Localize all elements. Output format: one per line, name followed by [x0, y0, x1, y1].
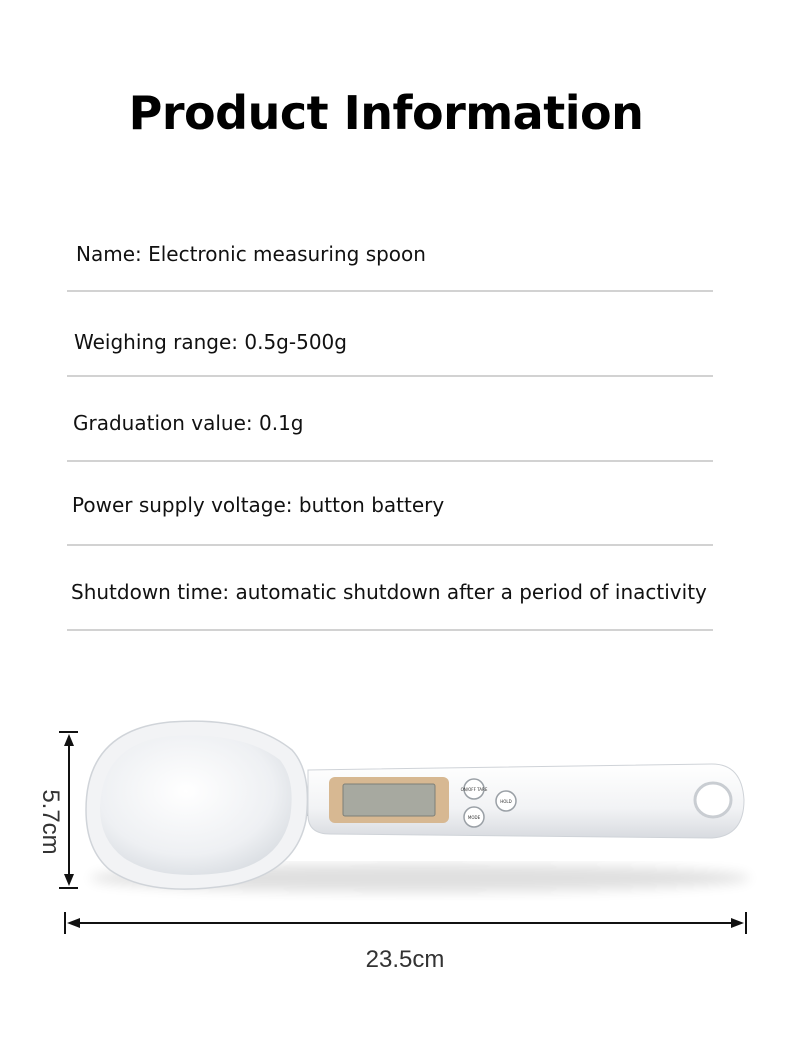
spoon-bowl — [86, 721, 307, 889]
spec-power-supply: Power supply voltage: button battery — [72, 493, 445, 517]
product-illustration — [0, 700, 790, 1044]
hold-label: HOLD — [500, 799, 512, 804]
spec-weighing-range: Weighing range: 0.5g-500g — [74, 330, 347, 354]
divider — [67, 460, 713, 462]
spec-shutdown-time: Shutdown time: automatic shutdown after a period of inactivity — [71, 580, 707, 604]
length-dimension-label: 23.5cm — [365, 946, 445, 973]
spec-name: Name: Electronic measuring spoon — [76, 242, 426, 266]
hanging-hole — [695, 783, 731, 817]
lcd-display — [329, 777, 449, 823]
length-dimension-arrow — [65, 912, 746, 934]
page-title: Product Information — [128, 86, 644, 140]
hold-button — [496, 791, 516, 811]
divider — [67, 544, 713, 546]
height-dimension-label: 5.7cm — [37, 789, 64, 855]
mode-button — [464, 807, 484, 827]
divider — [67, 290, 713, 292]
divider — [67, 375, 713, 377]
divider — [67, 629, 713, 631]
onoff-tare-label: ON/OFF TARE — [460, 787, 488, 792]
spec-graduation-value: Graduation value: 0.1g — [73, 411, 304, 435]
mode-label: MODE — [467, 815, 481, 820]
